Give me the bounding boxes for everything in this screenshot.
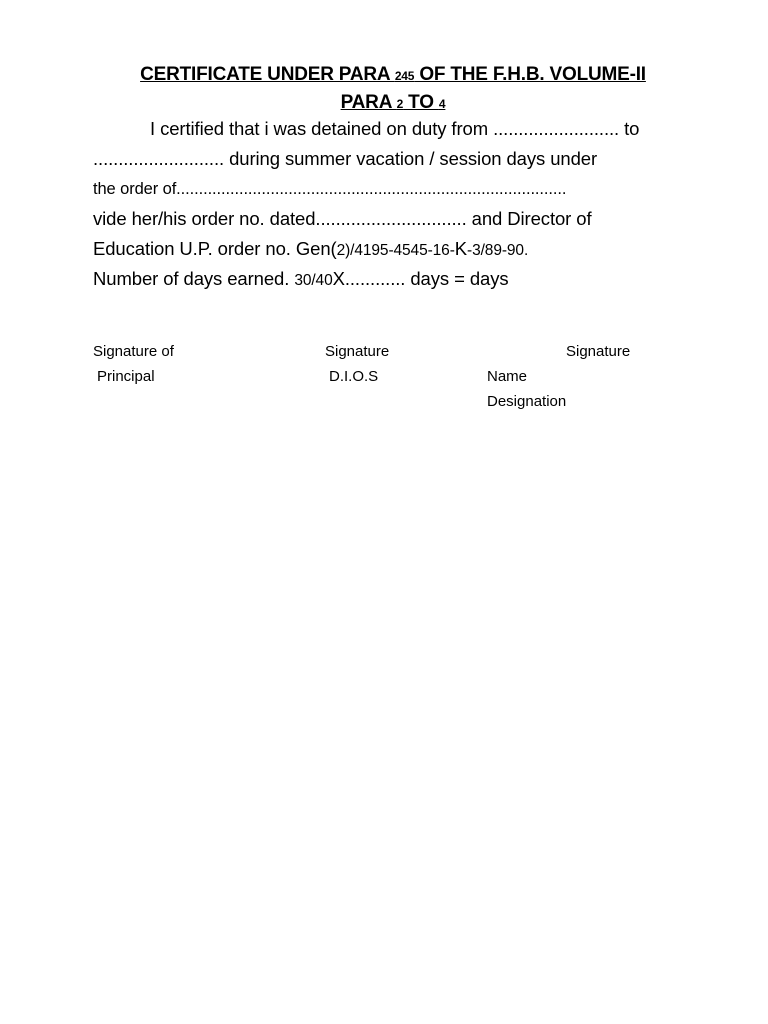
- body-line-1: I certified that i was detained on duty from ......................... to: [150, 118, 640, 139]
- body-line-4: vide her/his order no. dated.............................. and Director of: [93, 208, 592, 229]
- dios-label: D.I.O.S: [329, 368, 379, 385]
- signature-principal-label: Signature of: [93, 343, 174, 360]
- body-line-5: Education U.P. order no. Gen(2)/4195-4545-16-K-3/89-90.: [93, 238, 529, 259]
- body-line-6: Number of days earned. 30/40X............ days = days: [93, 268, 509, 289]
- body-line-3: the order of.......................................................................................: [93, 180, 567, 198]
- principal-label: Principal: [97, 368, 155, 385]
- name-label: Name: [487, 368, 528, 385]
- certificate-subtitle: PARA 2 TO 4: [340, 92, 446, 113]
- certificate-title: CERTIFICATE UNDER PARA 245 OF THE F.H.B. VOLUME-II: [140, 64, 646, 85]
- designation-label: Designation: [487, 393, 567, 410]
- body-line-2: .......................... during summer vacation / session days under: [93, 148, 598, 169]
- signature-officer-label: Signature: [566, 343, 631, 360]
- signature-dios-label: Signature: [325, 343, 390, 360]
